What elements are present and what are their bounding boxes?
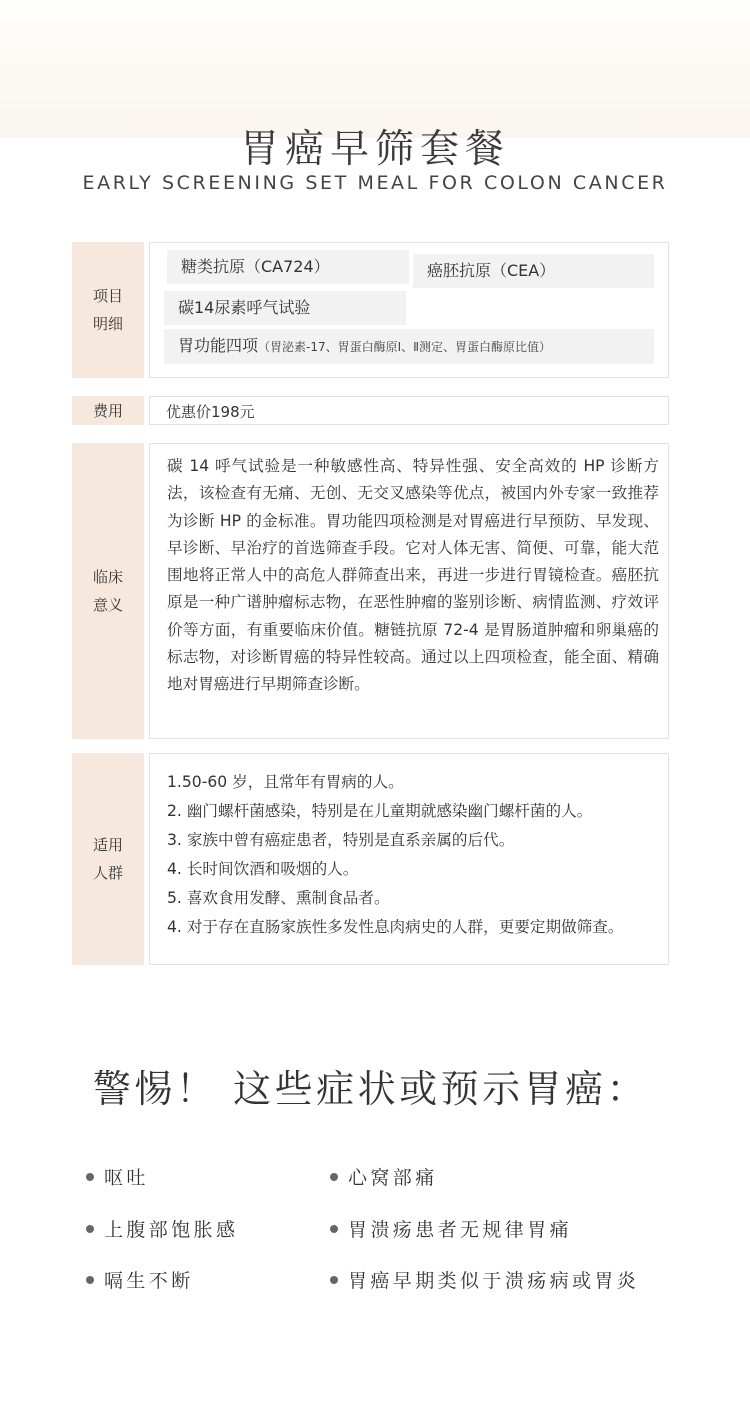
- row-label-population-line2: 人群: [92, 864, 123, 882]
- symptom-text: 嗝生不断: [104, 1270, 194, 1292]
- item-tag-gastric-function-text: 胃功能四项: [178, 336, 259, 355]
- list-item: 5. 喜欢食用发酵、熏制食品者。: [167, 889, 390, 907]
- item-tag-c14-breath-test: [164, 291, 406, 325]
- bullet-icon: [330, 1276, 338, 1284]
- row-label-significance-line1: 临床: [92, 568, 123, 586]
- row-label-items-line1: 项目: [92, 287, 123, 305]
- item-tag-gastric-function: [164, 329, 654, 364]
- items-cell: [149, 242, 669, 378]
- row-label-fee: [72, 396, 144, 425]
- list-item: 2. 幽门螺杆菌感染，特别是在儿童期就感染幽门螺杆菌的人。: [167, 802, 593, 820]
- list-item: 4. 对于存在直肠家族性多发性息肉病史的人群，更要定期做筛查。: [167, 918, 624, 936]
- item-tag-ca724: [167, 250, 409, 284]
- item-tag-gastric-function-note: （胃泌素-17、胃蛋白酶原Ⅰ、Ⅱ测定、胃蛋白酶原比值）: [258, 340, 552, 354]
- item-tag-c14-text: 碳14尿素呼气试验: [178, 298, 311, 317]
- row-label-significance: [72, 443, 144, 739]
- symptom-text: 心窝部痛: [348, 1167, 438, 1189]
- symptom-text: 呕吐: [104, 1167, 149, 1189]
- item-tag-cea: [413, 254, 654, 288]
- list-item: 3. 家族中曾有癌症患者，特别是直系亲属的后代。: [167, 831, 515, 849]
- symptom-item: [330, 1266, 639, 1293]
- symptom-item: [86, 1163, 149, 1190]
- symptom-item: [330, 1215, 572, 1242]
- symptom-text: 胃溃疡患者无规律胃痛: [348, 1219, 573, 1241]
- list-item: 4. 长时间饮酒和吸烟的人。: [167, 860, 359, 878]
- fee-cell: [149, 396, 669, 425]
- row-label-population: [72, 753, 144, 965]
- item-tag-cea-text: 癌胚抗原（CEA）: [427, 261, 556, 280]
- fee-value: 优惠价198元: [166, 403, 255, 421]
- bullet-icon: [330, 1225, 338, 1233]
- page-subtitle-english: EARLY SCREENING SET MEAL FOR COLON CANCER: [82, 172, 668, 194]
- page-title: 胃癌早筛套餐: [239, 127, 510, 172]
- bullet-icon: [86, 1276, 94, 1284]
- population-list: [167, 768, 623, 942]
- warning-title: 警惕！ 这些症状或预示胃癌：: [93, 1067, 649, 1111]
- row-label-significance-line2: 意义: [92, 596, 123, 614]
- row-label-items-line2: 明细: [92, 315, 123, 333]
- item-tag-ca724-text: 糖类抗原（CA724）: [181, 257, 330, 276]
- significance-cell: [149, 443, 669, 739]
- significance-paragraph: 碳 14 呼气试验是一种敏感性高、特异性强、安全高效的 HP 诊断方法，该检查有无痛、无创、无交叉感染等优点，被国内外专家一致推荐为诊断 HP 的金标准。胃功能四项检测是对胃癌进行早预防、早发现、早诊断、早治疗的首选筛查手段。它对人体无害、简便、可靠，能大范围地将正常人中的高危人群筛查出来，再进一步进行胃镜检查。癌胚抗原是一种广谱肿瘤标志物，在恶性肿瘤的鉴别诊断、病情监测、疗效评价等方面，有重要临床价值。糖链抗原 72-4 是胃肠道肿瘤和卵巢癌的标志物，对诊断胃癌的特异性较高。通过以上四项检查，能全面、精确地对胃癌进行早期筛查诊断。: [167, 457, 659, 694]
- symptom-item: [330, 1163, 438, 1190]
- row-label-population-line1: 适用: [92, 836, 123, 854]
- symptom-item: [86, 1215, 238, 1242]
- row-label-items: [72, 242, 144, 378]
- symptom-item: [86, 1266, 194, 1293]
- population-cell: [149, 753, 669, 965]
- row-label-fee-text: 费用: [92, 401, 123, 420]
- list-item: 1.50-60 岁，且常年有胃病的人。: [167, 773, 404, 791]
- symptom-text: 上腹部饱胀感: [104, 1219, 239, 1241]
- bullet-icon: [86, 1173, 94, 1181]
- bullet-icon: [330, 1173, 338, 1181]
- symptom-text: 胃癌早期类似于溃疡病或胃炎: [348, 1270, 640, 1292]
- bullet-icon: [86, 1225, 94, 1233]
